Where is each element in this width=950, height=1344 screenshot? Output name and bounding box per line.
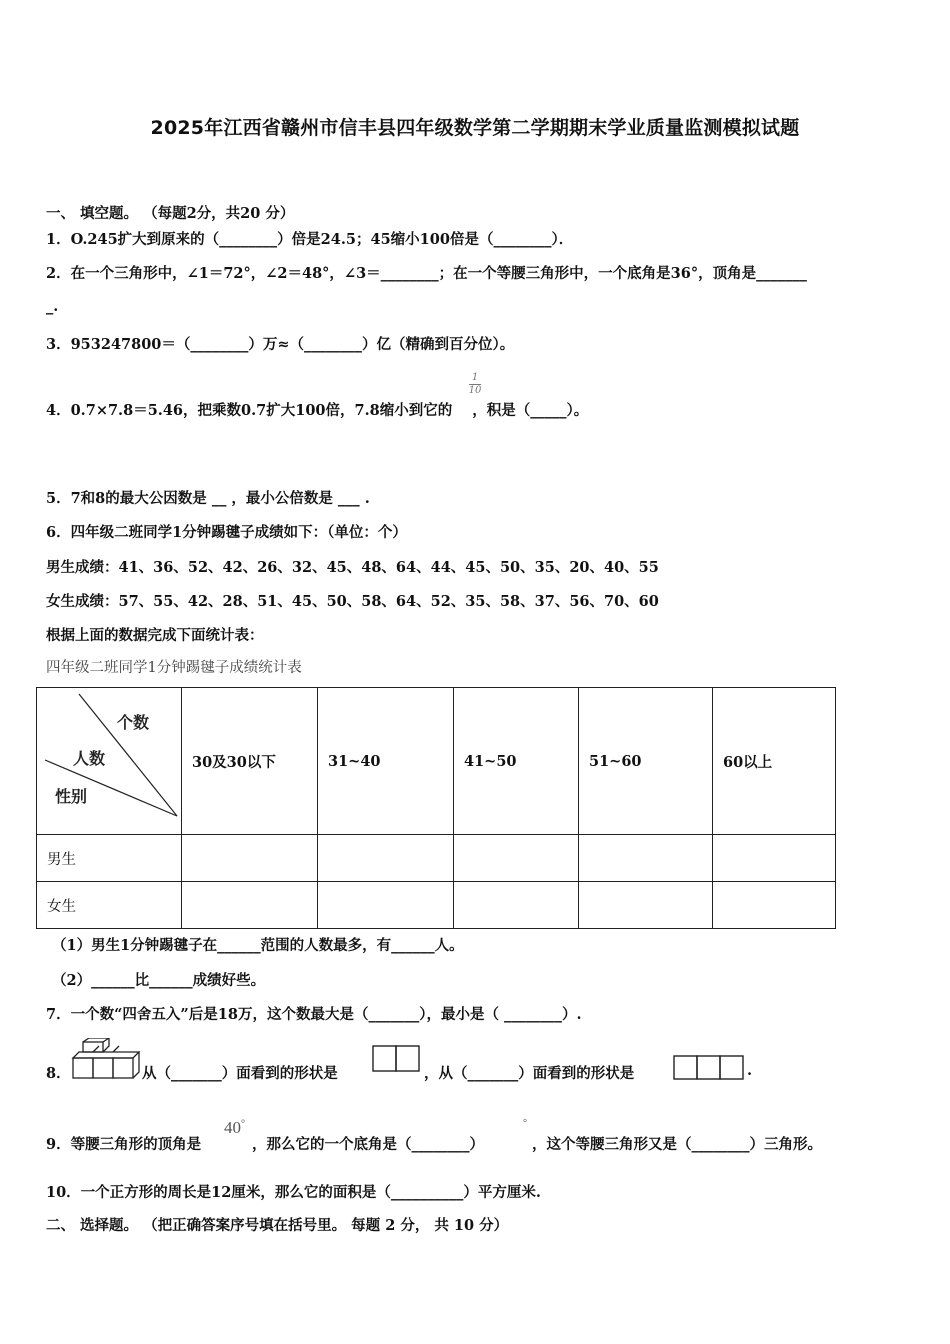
table-cell[interactable]: [579, 882, 713, 929]
column-header: 60以上: [713, 688, 836, 835]
diagonal-corner-cell: [37, 688, 182, 835]
diagonal-lines: [37, 688, 181, 834]
section-2-heading: 二、 选择题。 （把正确答案序号填在括号里。 每题 2 分， 共 10 分）: [46, 1217, 509, 1234]
row-label-boys: 男生: [37, 835, 182, 882]
question-2-line-1: 2．在一个三角形中，∠1＝72°，∠2＝48°，∠3＝________；在一个等腰三角形中，一个底角是36°，顶角是_______: [46, 265, 807, 282]
question-8-part-2: ，从（_______）面看到的形状是: [424, 1065, 635, 1082]
girls-scores: 女生成绩：57、55、42、28、51、45、50、58、64、52、35、58、37、56、70、60: [46, 593, 659, 610]
corner-label-count: 个数: [117, 713, 150, 732]
table-row-girls: [37, 882, 836, 929]
question-10: 10．一个正方形的周长是12厘米，那么它的面积是（__________）平方厘米.: [46, 1184, 541, 1201]
table-caption: 四年级二班同学1分钟踢毽子成绩统计表: [46, 660, 302, 676]
table-cell[interactable]: [182, 835, 318, 882]
three-square-shape-icon: [673, 1055, 745, 1081]
question-1: 1．O.245扩大到原来的（________）倍是24.5；45缩小100倍是（________）．: [46, 231, 574, 248]
question-6-sub-1: （1）男生1分钟踢毽子在______范围的人数最多，有______人。: [52, 937, 464, 954]
question-9-middle: ，那么它的一个底角是（________）: [252, 1136, 484, 1153]
fraction-one-tenth: [467, 372, 483, 397]
table-row-boys: [37, 835, 836, 882]
question-8-number: 8．: [46, 1065, 71, 1082]
question-3: 3．953247800＝（________）万≈（________）亿（精确到百分位）。: [46, 336, 515, 353]
corner-label-people: 人数: [73, 749, 106, 768]
question-8-end: .: [747, 1062, 753, 1079]
page-title: 2025年江西省赣州市信丰县四年级数学第二学期期末学业质量监测模拟试题: [150, 117, 800, 139]
fraction-numerator: 1: [471, 372, 479, 383]
statistics-table: [36, 687, 836, 929]
table-header-row: [37, 688, 836, 835]
question-4: [46, 399, 588, 420]
angle-number: 40: [224, 1118, 241, 1137]
table-cell[interactable]: [454, 882, 579, 929]
question-8-part-1: 从（_______）面看到的形状是: [142, 1065, 338, 1082]
question-6-intro: 6．四年级二班同学1分钟踢毽子成绩如下：（单位：个）: [46, 524, 407, 541]
question-4-text: 4．0.7×7.8＝5.46，把乘数0.7扩大100倍，7.8缩小到它的: [46, 402, 453, 419]
degree-mark-2: °: [523, 1118, 527, 1129]
question-7: 7．一个数“四舍五入”后是18万，这个数最大是（_______），最小是（ ________）.: [46, 1006, 582, 1023]
table-cell[interactable]: [182, 882, 318, 929]
question-6-sub-2: （2）______比______成绩好些。: [52, 972, 266, 989]
table-cell[interactable]: [318, 882, 454, 929]
question-9-end: ，这个等腰三角形又是（________）三角形。: [532, 1136, 822, 1153]
table-cell[interactable]: [713, 882, 836, 929]
two-square-shape-icon: [372, 1045, 422, 1073]
question-2-line-2: _.: [46, 298, 59, 315]
table-cell[interactable]: [579, 835, 713, 882]
table-instruction: 根据上面的数据完成下面统计表：: [46, 627, 264, 644]
question-4-text-end: ，积是（_____）。: [472, 402, 589, 419]
row-label-girls: 女生: [37, 882, 182, 929]
angle-value: [224, 1118, 245, 1138]
fraction-denominator: 10: [468, 385, 482, 396]
question-9-text: 9．等腰三角形的顶角是: [46, 1136, 202, 1153]
table-cell[interactable]: [318, 835, 454, 882]
question-5: 5．7和8的最大公因数是 __ ，最小公倍数是 ___ .: [46, 490, 370, 507]
boys-scores: 男生成绩：41、36、52、42、26、32、45、48、64、44、45、50、35、20、40、55: [46, 559, 659, 576]
column-header: 30及30以下: [182, 688, 318, 835]
section-1-heading: 一、 填空题。 （每题2分，共20 分）: [46, 205, 295, 222]
column-header: 41~50: [454, 688, 579, 835]
degree-mark: °: [241, 1118, 245, 1130]
cube-stack-icon: [71, 1038, 141, 1080]
column-header: 51~60: [579, 688, 713, 835]
table-cell[interactable]: [454, 835, 579, 882]
corner-label-gender: 性别: [55, 787, 88, 806]
column-header: 31~40: [318, 688, 454, 835]
table-cell[interactable]: [713, 835, 836, 882]
